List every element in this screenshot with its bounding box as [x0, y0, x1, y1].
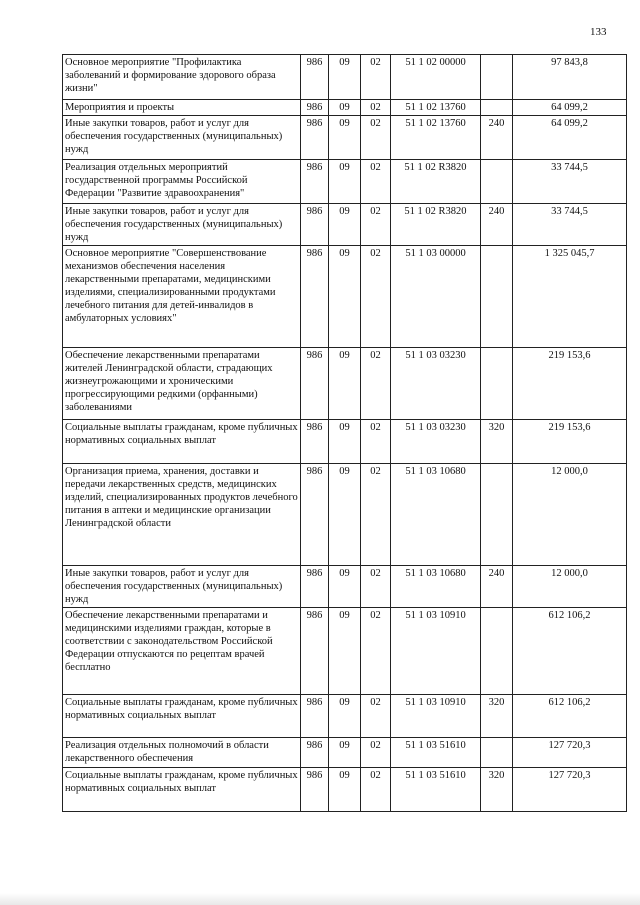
amount: 127 720,3	[513, 768, 627, 812]
amount: 127 720,3	[513, 738, 627, 768]
amount: 219 153,6	[513, 348, 627, 420]
expense-kind: 240	[481, 566, 513, 608]
subsection-code: 02	[361, 348, 391, 420]
budget-table	[62, 54, 627, 812]
ministry-code: 986	[301, 695, 329, 738]
subsection-code: 02	[361, 160, 391, 204]
target-code: 51 1 03 03230	[391, 420, 481, 464]
target-code: 51 1 02 00000	[391, 55, 481, 100]
row-name: Основное мероприятие "Совершенствование механизмов обеспечения населения лекарственными препаратами, медицинскими изделиями, специализированными продуктами лечебного питания для детей-инвалидов в амбулаторных условиях"	[63, 246, 301, 348]
ministry-code: 986	[301, 204, 329, 246]
ministry-code: 986	[301, 100, 329, 116]
target-code: 51 1 03 51610	[391, 738, 481, 768]
expense-kind	[481, 348, 513, 420]
expense-kind: 320	[481, 695, 513, 738]
target-code: 51 1 03 10680	[391, 464, 481, 566]
section-code: 09	[329, 420, 361, 464]
amount: 219 153,6	[513, 420, 627, 464]
row-name: Социальные выплаты гражданам, кроме публичных нормативных социальных выплат	[63, 420, 301, 464]
ministry-code: 986	[301, 160, 329, 204]
target-code: 51 1 03 10680	[391, 566, 481, 608]
subsection-code: 02	[361, 738, 391, 768]
section-code: 09	[329, 204, 361, 246]
table-row	[63, 608, 627, 695]
amount: 612 106,2	[513, 608, 627, 695]
section-code: 09	[329, 768, 361, 812]
subsection-code: 02	[361, 608, 391, 695]
expense-kind	[481, 464, 513, 566]
row-name: Социальные выплаты гражданам, кроме публичных нормативных социальных выплат	[63, 695, 301, 738]
expense-kind: 240	[481, 204, 513, 246]
row-name: Реализация отдельных мероприятий государственной программы Российской Федерации "Развитие здравоохранения"	[63, 160, 301, 204]
expense-kind	[481, 55, 513, 100]
section-code: 09	[329, 348, 361, 420]
section-code: 09	[329, 566, 361, 608]
ministry-code: 986	[301, 116, 329, 160]
table-row	[63, 116, 627, 160]
expense-kind	[481, 160, 513, 204]
expense-kind	[481, 738, 513, 768]
scan-edge	[0, 893, 640, 905]
amount: 12 000,0	[513, 566, 627, 608]
subsection-code: 02	[361, 768, 391, 812]
expense-kind: 320	[481, 768, 513, 812]
amount: 33 744,5	[513, 204, 627, 246]
ministry-code: 986	[301, 55, 329, 100]
section-code: 09	[329, 246, 361, 348]
table-row	[63, 160, 627, 204]
ministry-code: 986	[301, 348, 329, 420]
table-row	[63, 348, 627, 420]
row-name: Организация приема, хранения, доставки и передачи лекарственных средств, медицинских изделий, специализированных продуктов лечебного питания в аптеки и медицинские организации Ленинградской области	[63, 464, 301, 566]
table-row	[63, 768, 627, 812]
target-code: 51 1 03 10910	[391, 608, 481, 695]
subsection-code: 02	[361, 246, 391, 348]
section-code: 09	[329, 100, 361, 116]
row-name: Иные закупки товаров, работ и услуг для обеспечения государственных (муниципальных) нужд	[63, 204, 301, 246]
ministry-code: 986	[301, 768, 329, 812]
amount: 33 744,5	[513, 160, 627, 204]
expense-kind	[481, 100, 513, 116]
table-row	[63, 695, 627, 738]
page-number: 133	[590, 26, 607, 38]
target-code: 51 1 03 10910	[391, 695, 481, 738]
target-code: 51 1 02 R3820	[391, 204, 481, 246]
section-code: 09	[329, 738, 361, 768]
target-code: 51 1 02 13760	[391, 100, 481, 116]
row-name: Иные закупки товаров, работ и услуг для обеспечения государственных (муниципальных) нужд	[63, 116, 301, 160]
expense-kind: 320	[481, 420, 513, 464]
subsection-code: 02	[361, 55, 391, 100]
row-name: Мероприятия и проекты	[63, 100, 301, 116]
target-code: 51 1 03 03230	[391, 348, 481, 420]
subsection-code: 02	[361, 116, 391, 160]
expense-kind: 240	[481, 116, 513, 160]
table-row	[63, 566, 627, 608]
subsection-code: 02	[361, 695, 391, 738]
ministry-code: 986	[301, 566, 329, 608]
subsection-code: 02	[361, 100, 391, 116]
ministry-code: 986	[301, 608, 329, 695]
amount: 64 099,2	[513, 116, 627, 160]
table-row	[63, 55, 627, 100]
row-name: Основное мероприятие "Профилактика заболеваний и формирование здорового образа жизни"	[63, 55, 301, 100]
row-name: Обеспечение лекарственными препаратами и медицинскими изделиями граждан, которые в соответствии с законодательством Российской Федерации отпускаются по рецептам врачей бесплатно	[63, 608, 301, 695]
section-code: 09	[329, 464, 361, 566]
ministry-code: 986	[301, 738, 329, 768]
table-row	[63, 420, 627, 464]
amount: 612 106,2	[513, 695, 627, 738]
target-code: 51 1 03 51610	[391, 768, 481, 812]
table-row	[63, 246, 627, 348]
row-name: Реализация отдельных полномочий в области лекарственного обеспечения	[63, 738, 301, 768]
subsection-code: 02	[361, 566, 391, 608]
table-row	[63, 100, 627, 116]
target-code: 51 1 02 R3820	[391, 160, 481, 204]
subsection-code: 02	[361, 464, 391, 566]
target-code: 51 1 03 00000	[391, 246, 481, 348]
section-code: 09	[329, 160, 361, 204]
table-row	[63, 464, 627, 566]
table-row	[63, 738, 627, 768]
ministry-code: 986	[301, 464, 329, 566]
section-code: 09	[329, 55, 361, 100]
row-name: Иные закупки товаров, работ и услуг для обеспечения государственных (муниципальных) нужд	[63, 566, 301, 608]
ministry-code: 986	[301, 246, 329, 348]
expense-kind	[481, 608, 513, 695]
amount: 12 000,0	[513, 464, 627, 566]
subsection-code: 02	[361, 420, 391, 464]
section-code: 09	[329, 608, 361, 695]
amount: 97 843,8	[513, 55, 627, 100]
section-code: 09	[329, 695, 361, 738]
target-code: 51 1 02 13760	[391, 116, 481, 160]
amount: 64 099,2	[513, 100, 627, 116]
expense-kind	[481, 246, 513, 348]
row-name: Обеспечение лекарственными препаратами жителей Ленинградской области, страдающих жизнеугрожающими и хроническими прогрессирующими редкими (орфанными) заболеваниями	[63, 348, 301, 420]
amount: 1 325 045,7	[513, 246, 627, 348]
section-code: 09	[329, 116, 361, 160]
ministry-code: 986	[301, 420, 329, 464]
subsection-code: 02	[361, 204, 391, 246]
table-row	[63, 204, 627, 246]
row-name: Социальные выплаты гражданам, кроме публичных нормативных социальных выплат	[63, 768, 301, 812]
